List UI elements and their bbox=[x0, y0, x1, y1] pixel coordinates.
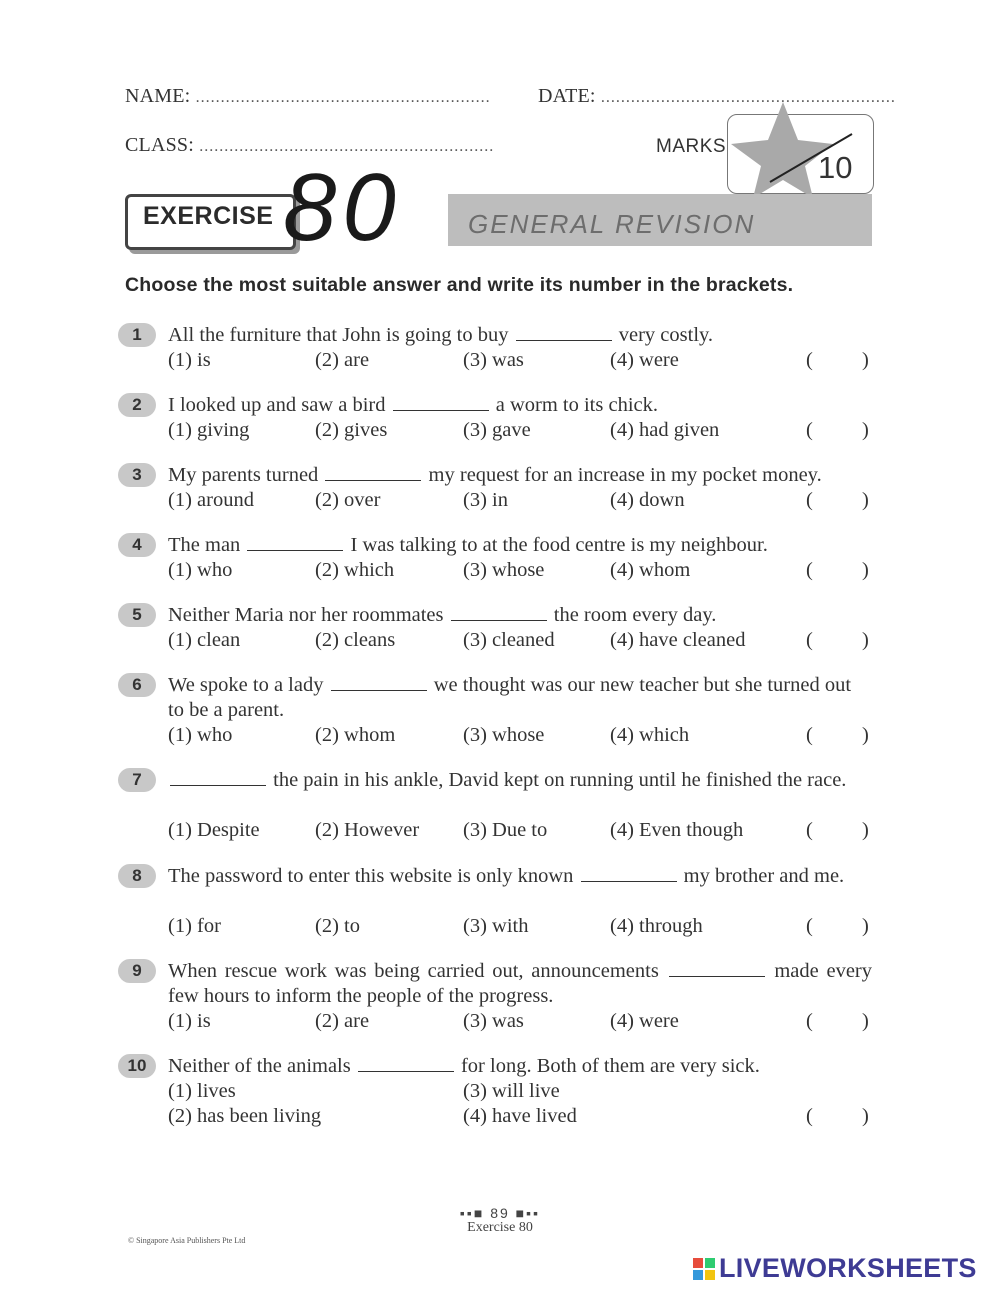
answer-bracket-open: ( bbox=[806, 1010, 813, 1032]
answer-blank[interactable] bbox=[247, 534, 343, 551]
question-number-badge: 3 bbox=[118, 463, 156, 487]
option: (1) lives bbox=[168, 1080, 236, 1102]
answer-blank[interactable] bbox=[325, 464, 421, 481]
question-stem-post: my brother and me. bbox=[683, 865, 845, 887]
question-stem-pre: We spoke to a lady bbox=[168, 674, 324, 696]
answer-bracket-open: ( bbox=[806, 819, 813, 841]
page-marker-left: ▪▪■ bbox=[459, 1205, 485, 1221]
page-number: 89 bbox=[490, 1205, 510, 1221]
answer-blank[interactable] bbox=[393, 394, 489, 411]
option: (3) will live bbox=[463, 1080, 560, 1102]
option: (3) was bbox=[463, 1010, 524, 1032]
date-label: DATE: bbox=[538, 85, 596, 107]
answer-bracket-close: ) bbox=[862, 349, 869, 371]
answer-bracket-open: ( bbox=[806, 629, 813, 651]
option: (4) Even though bbox=[610, 819, 744, 841]
question-stem bbox=[168, 959, 872, 1009]
question-stem-pre: I looked up and saw a bird bbox=[168, 394, 386, 416]
question-stem bbox=[168, 1054, 872, 1079]
option: (1) is bbox=[168, 349, 211, 371]
revision-title: GENERAL REVISION bbox=[468, 209, 756, 239]
question-stem bbox=[168, 673, 872, 723]
instructions: Choose the most suitable answer and write its number in the brackets. bbox=[125, 274, 794, 296]
option: (1) clean bbox=[168, 629, 241, 651]
question-stem bbox=[168, 533, 872, 558]
option: (4) had given bbox=[610, 419, 720, 441]
copyright: © Singapore Asia Publishers Pte Ltd bbox=[128, 1236, 246, 1245]
option: (3) in bbox=[463, 489, 508, 511]
answer-bracket-close: ) bbox=[862, 629, 869, 651]
answer-blank[interactable] bbox=[358, 1055, 454, 1072]
question-stem-post: my request for an increase in my pocket money. bbox=[428, 464, 822, 486]
question-number-badge: 2 bbox=[118, 393, 156, 417]
question-number-badge: 8 bbox=[118, 864, 156, 888]
answer-input[interactable] bbox=[818, 818, 860, 843]
answer-bracket-close: ) bbox=[862, 1105, 869, 1127]
date-field[interactable] bbox=[538, 85, 896, 108]
option: (3) gave bbox=[463, 419, 531, 441]
option: (1) around bbox=[168, 489, 254, 511]
option: (2) However bbox=[315, 819, 420, 841]
option: (4) which bbox=[610, 724, 690, 746]
answer-input[interactable] bbox=[818, 628, 860, 653]
answer-blank[interactable] bbox=[669, 960, 765, 977]
answer-bracket-open: ( bbox=[806, 559, 813, 581]
answer-bracket-open: ( bbox=[806, 724, 813, 746]
answer-input[interactable] bbox=[818, 1009, 860, 1034]
answer-bracket-close: ) bbox=[862, 724, 869, 746]
question-stem-pre: Neither Maria nor her roommates bbox=[168, 604, 444, 626]
page-number-line bbox=[0, 1205, 1000, 1221]
option: (3) was bbox=[463, 349, 524, 371]
option: (1) who bbox=[168, 559, 233, 581]
class-label: CLASS: bbox=[125, 134, 195, 156]
answer-bracket-close: ) bbox=[862, 559, 869, 581]
question-stem bbox=[168, 393, 872, 418]
answer-bracket-close: ) bbox=[862, 1010, 869, 1032]
liveworksheets-logo-icon bbox=[693, 1258, 715, 1280]
option: (4) were bbox=[610, 1010, 679, 1032]
marks-label: MARKS bbox=[656, 136, 727, 157]
question-number-badge: 9 bbox=[118, 959, 156, 983]
question-number-badge: 10 bbox=[118, 1054, 156, 1078]
answer-input[interactable] bbox=[818, 348, 860, 373]
date-dots: ........................................................... bbox=[600, 89, 896, 106]
option: (4) through bbox=[610, 915, 703, 937]
option: (2) gives bbox=[315, 419, 388, 441]
question-stem-pre: The man bbox=[168, 534, 241, 556]
footer-exercise: Exercise 80 bbox=[467, 1220, 533, 1235]
option: (2) which bbox=[315, 559, 395, 581]
option: (2) are bbox=[315, 349, 370, 371]
answer-bracket-close: ) bbox=[862, 419, 869, 441]
question-stem-post: very costly. bbox=[618, 324, 714, 346]
answer-input[interactable] bbox=[818, 418, 860, 443]
question-stem-post: for long. Both of them are very sick. bbox=[460, 1055, 760, 1077]
answer-blank[interactable] bbox=[331, 674, 427, 691]
liveworksheets-brand[interactable]: LIVEWORKSHEETS bbox=[719, 1253, 977, 1283]
option: (2) to bbox=[315, 915, 360, 937]
answer-bracket-open: ( bbox=[806, 489, 813, 511]
option: (2) over bbox=[315, 489, 381, 511]
question-number-badge: 1 bbox=[118, 323, 156, 347]
exercise-label: EXERCISE bbox=[143, 202, 274, 230]
name-label: NAME: bbox=[125, 85, 191, 107]
option: (4) have lived bbox=[463, 1105, 577, 1127]
answer-input[interactable] bbox=[818, 1104, 860, 1129]
answer-blank[interactable] bbox=[516, 324, 612, 341]
question-stem bbox=[168, 768, 872, 793]
answer-blank[interactable] bbox=[581, 865, 677, 882]
question-stem bbox=[168, 323, 872, 348]
option: (3) with bbox=[463, 915, 529, 937]
answer-blank[interactable] bbox=[170, 769, 266, 786]
answer-input[interactable] bbox=[818, 914, 860, 939]
question-number-badge: 5 bbox=[118, 603, 156, 627]
option: (2) has been living bbox=[168, 1105, 322, 1127]
question-stem-pre: The password to enter this website is only known bbox=[168, 865, 574, 887]
option: (4) down bbox=[610, 489, 685, 511]
answer-input[interactable] bbox=[818, 723, 860, 748]
question-stem-post: made every few hours to inform the people of the progress. bbox=[168, 960, 872, 1007]
answer-bracket-close: ) bbox=[862, 915, 869, 937]
option: (1) is bbox=[168, 1010, 211, 1032]
answer-bracket-open: ( bbox=[806, 349, 813, 371]
question-stem-post: the room every day. bbox=[553, 604, 717, 626]
question-stem bbox=[168, 463, 872, 488]
question-stem-post: the pain in his ankle, David kept on running until he finished the race. bbox=[273, 769, 847, 791]
exercise-number: 80 bbox=[283, 154, 402, 261]
question-stem-pre: Neither of the animals bbox=[168, 1055, 351, 1077]
name-field[interactable] bbox=[125, 85, 491, 108]
marks-total: 10 bbox=[818, 150, 853, 185]
option: (2) whom bbox=[315, 724, 396, 746]
name-dots: ........................................................... bbox=[195, 89, 491, 106]
option: (4) whom bbox=[610, 559, 691, 581]
question-number-badge: 6 bbox=[118, 673, 156, 697]
option: (3) whose bbox=[463, 724, 545, 746]
option: (2) cleans bbox=[315, 629, 396, 651]
question-stem bbox=[168, 864, 872, 889]
option: (4) have cleaned bbox=[610, 629, 746, 651]
question-stem-post: a worm to its chick. bbox=[495, 394, 658, 416]
answer-bracket-close: ) bbox=[862, 489, 869, 511]
option: (1) Despite bbox=[168, 819, 260, 841]
question-stem-pre: All the furniture that John is going to buy bbox=[168, 324, 509, 346]
question-stem-pre: My parents turned bbox=[168, 464, 319, 486]
option: (2) are bbox=[315, 1010, 370, 1032]
option: (3) whose bbox=[463, 559, 545, 581]
question-number-badge: 4 bbox=[118, 533, 156, 557]
option: (3) cleaned bbox=[463, 629, 555, 651]
option: (1) for bbox=[168, 915, 221, 937]
option: (3) Due to bbox=[463, 819, 548, 841]
answer-bracket-close: ) bbox=[862, 819, 869, 841]
question-stem-post: I was talking to at the food centre is my neighbour. bbox=[350, 534, 768, 556]
answer-blank[interactable] bbox=[451, 604, 547, 621]
answer-input[interactable] bbox=[818, 558, 860, 583]
page-marker-right: ■▪▪ bbox=[515, 1205, 541, 1221]
answer-bracket-open: ( bbox=[806, 915, 813, 937]
option: (4) were bbox=[610, 349, 679, 371]
question-stem-pre: When rescue work was being carried out, announcements bbox=[168, 960, 659, 982]
question-stem bbox=[168, 603, 872, 628]
question-stem-post: we thought was our new teacher but she turned out to be a parent. bbox=[168, 674, 852, 721]
answer-bracket-open: ( bbox=[806, 1105, 813, 1127]
option: (1) giving bbox=[168, 419, 250, 441]
class-dots: ........................................................... bbox=[199, 138, 495, 155]
answer-input[interactable] bbox=[818, 488, 860, 513]
answer-bracket-open: ( bbox=[806, 419, 813, 441]
question-number-badge: 7 bbox=[118, 768, 156, 792]
option: (1) who bbox=[168, 724, 233, 746]
